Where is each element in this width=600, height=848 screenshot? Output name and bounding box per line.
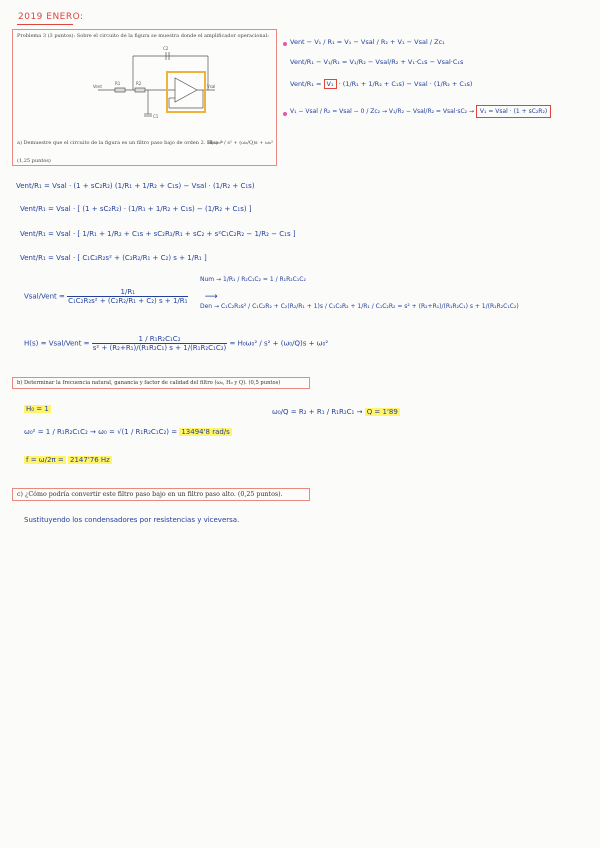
h-fraction <box>92 335 227 352</box>
den-expr: C₁C₂R₂s² / C₁C₂R₂ + C₂(R₂/R₁ + 1)s / C₁C₂R₂ + 1/R₁ / C₁C₂R₂ = s² + (R₂+R₁)/(R₁R₂C₁) s + 1/(R₁R₂C₁C₂) <box>220 303 519 310</box>
bullet-dot-1 <box>283 42 287 46</box>
h-lhs: H(s) = Vsal/Vent = <box>24 339 90 348</box>
num-normalized <box>200 276 306 283</box>
h-num: 1 / R₁R₂C₁C₂ <box>92 335 227 344</box>
q-value: Q = 1'89 <box>366 408 398 416</box>
transfer-block <box>24 288 218 305</box>
nodal-eq-3-lhs: Vent/R₁ = <box>290 80 322 88</box>
circuit-diagram <box>93 44 223 124</box>
part-a-text: a) Demuestre que el circuito de la figura es un filtro paso bajo de orden 2. H(s) = <box>17 140 224 146</box>
derivation-line-1: Vent/R₁ = Vsal · (1 + sC₂R₂) (1/R₁ + 1/R₂ + C₁s) − Vsal · (1/R₂ + C₁s) <box>16 182 255 190</box>
nodal-eq-1: Vent − V₁ / R₁ = V₁ − Vsal / R₂ + V₁ − Vsal / Zc₁ <box>290 38 445 46</box>
problem-header: Problema 3 (3 puntos): Sobre el circuito de la figura se muestra donde el amplificador operacional: <box>17 33 269 39</box>
transfer-num: 1/R₁ <box>67 288 188 297</box>
transfer-den: C₁C₂R₂s² + (C₂R₂/R₁ + C₂) s + 1/R₁ <box>68 297 188 305</box>
h0-value: H₀ = 1 <box>26 405 49 413</box>
w0-eq: ω₀² = 1 / R₁R₂C₁C₂ → ω₀ = √(1 / R₁R₂C₁C₂) = <box>24 428 178 436</box>
derivation-line-3: Vent/R₁ = Vsal · [ 1/R₁ + 1/R₂ + C₁s + sC₂R₂/R₁ + sC₂ + s²C₁C₂R₂ − 1/R₂ − C₁s ] <box>20 230 296 238</box>
f-value: 2147'76 Hz <box>70 456 110 464</box>
nodal-eq-4-text: V₁ − Vsal / R₂ = Vsal − 0 / Zc₂ → V₁/R₂ − Vsal/R₂ = Vsal·sC₂ → <box>290 108 474 115</box>
q-line <box>272 408 400 416</box>
title-underline <box>17 24 73 25</box>
transfer-lhs: Vsal/Vent = <box>24 292 65 301</box>
nodal-eq-3 <box>290 80 472 88</box>
label-vout: Vsal <box>207 84 216 89</box>
f-line <box>24 456 112 464</box>
h-den: s² + (R₂+R₁)/(R₁R₂C₁) s + 1/(R₁R₂C₁C₂) <box>92 344 227 352</box>
w0-line <box>24 428 232 436</box>
f-eq: f = ω/2π = <box>26 456 64 464</box>
nodal-eq-4 <box>290 108 551 115</box>
nodal-eq-4-result: V₁ = Vsal · (1 + sC₂R₂) <box>476 105 551 118</box>
transfer-formula: H₀ω₀² / s² + (ω₀/Q)s + ω₀² <box>208 140 274 146</box>
arrow-icon: ⟶ <box>204 291 218 302</box>
w0-value: 13494'8 rad/s <box>181 428 230 436</box>
h-eq: = H₀ω₀² / s² + (ω₀/Q)s + ω₀² <box>229 339 329 348</box>
problem-box <box>12 29 277 166</box>
part-a-points: (1,25 puntos) <box>17 158 51 164</box>
den-label: Den → <box>200 303 220 310</box>
nodal-eq-2: Vent/R₁ − V₁/R₁ = V₁/R₂ − Vsal/R₂ + V₁·C₁s − Vsal·C₁s <box>290 58 464 66</box>
label-r2: R2 <box>136 81 142 86</box>
nodal-eq-3-v1: V₁ <box>324 79 337 89</box>
label-r1: R1 <box>115 81 121 86</box>
h0-line <box>24 405 51 413</box>
nodal-eq-3-rhs: · (1/R₁ + 1/R₂ + C₁s) − Vsal · (1/R₂ + C₁s) <box>338 80 473 88</box>
label-c2: C2 <box>163 46 169 51</box>
page-title: 2019 ENERO: <box>18 12 84 22</box>
part-c-question: c) ¿Cómo podría convertir este filtro paso bajo en un filtro paso alto. (0,25 puntos). <box>12 488 310 501</box>
den-normalized <box>200 303 519 310</box>
label-vin: Vent <box>93 84 102 89</box>
derivation-line-4: Vent/R₁ = Vsal · [ C₁C₂R₂s² + (C₂R₂/R₁ + C₂) s + 1/R₁ ] <box>20 254 207 262</box>
transfer-fraction <box>67 288 188 305</box>
label-c1: C1 <box>153 114 159 119</box>
h-function-block <box>24 335 328 352</box>
derivation-line-2: Vent/R₁ = Vsal · [ (1 + sC₂R₂) · (1/R₁ + 1/R₂ + C₁s) − (1/R₂ + C₁s) ] <box>20 205 252 213</box>
part-b-question: b) Determinar la frecuencia natural, ganancia y factor de calidad del filtro (ω₀, H₀ y Q). (0,5 puntos) <box>12 377 310 389</box>
bullet-dot-2 <box>283 112 287 116</box>
ratio-eq: ω₀/Q = R₂ + R₁ / R₁R₂C₁ → <box>272 408 363 416</box>
num-expr: 1/R₁ / R₂C₁C₂ = 1 / R₁R₂C₁C₂ <box>223 276 306 283</box>
num-label: Num → <box>200 276 222 283</box>
part-c-answer: Sustituyendo los condensadores por resistencias y viceversa. <box>24 516 240 524</box>
